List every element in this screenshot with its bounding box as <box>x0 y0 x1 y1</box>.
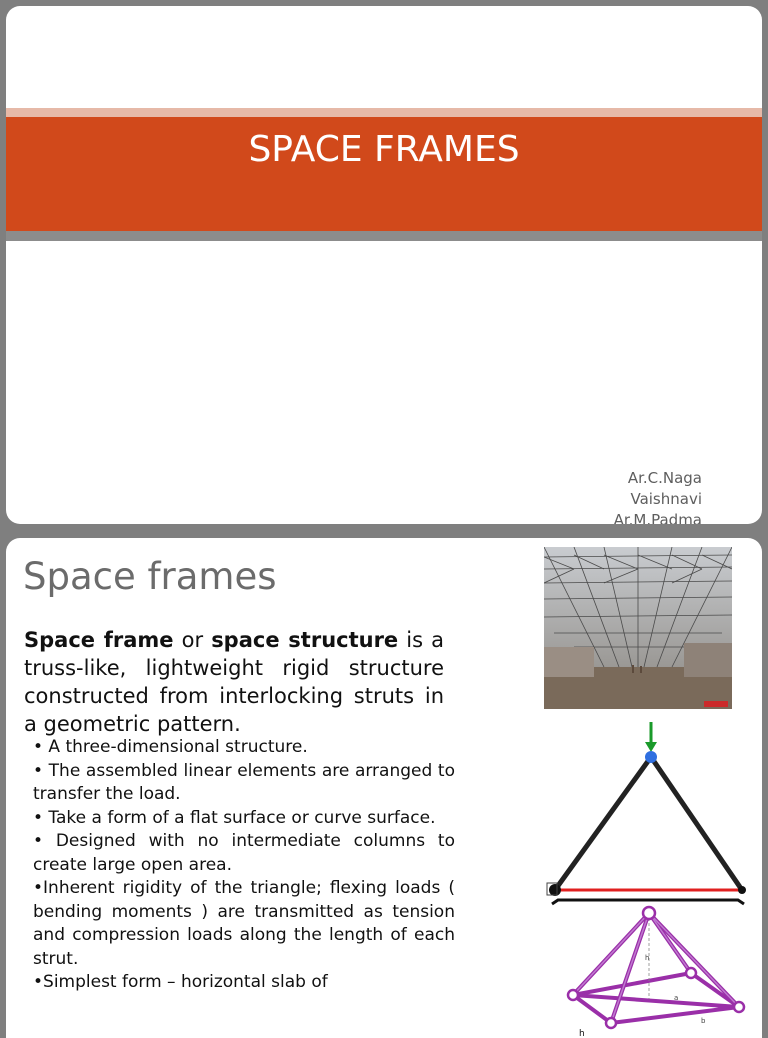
bullet-item: • A three-dimensional structure. <box>33 737 308 757</box>
truss-member-left <box>555 757 651 890</box>
definition-text: is a truss-like, lightweight rigid structure constructed from interlocking struts in a geometric pattern. <box>24 628 444 736</box>
right-support-node <box>738 886 746 894</box>
slide-title: SPACE FRAMES <box>248 129 520 170</box>
triangle-truss-diagram <box>544 722 749 912</box>
bullet-item: •Inherent rigidity of the triangle; flexing loads ( bending moments ) are transmitted as tension and compression loads along the length of each strut. <box>33 878 455 969</box>
bullet-item: • Take a form of a flat surface or curve surface. <box>33 807 436 828</box>
definition-paragraph <box>24 626 444 738</box>
author-line: Ar.C.Naga <box>627 469 702 487</box>
bullet-list <box>33 736 455 995</box>
top-node <box>645 751 657 763</box>
title-slide <box>6 6 762 524</box>
title-band-accent <box>6 108 762 117</box>
figure-label: b <box>701 1017 706 1025</box>
figure-label: h <box>579 1029 585 1038</box>
definition-connector: or <box>173 628 212 652</box>
bullet-item: • The assembled linear elements are arranged to transfer the load. <box>33 760 455 804</box>
author-block <box>502 468 702 524</box>
title-band-shadow <box>6 231 762 241</box>
space-frame-photo <box>544 547 732 709</box>
slide-heading: Space frames <box>23 555 277 598</box>
figure-label: h <box>645 954 650 962</box>
left-support-node <box>549 884 561 896</box>
content-slide <box>6 538 762 1038</box>
figure-label: a <box>674 994 679 1002</box>
bullet-item: •Simplest form – horizontal slab of <box>33 972 328 992</box>
pyramid-module-diagram <box>551 903 751 1038</box>
author-line: Vaishnavi <box>630 490 702 508</box>
definition-term: space structure <box>211 628 399 652</box>
definition-term: Space frame <box>24 628 174 652</box>
load-arrowhead <box>645 742 657 752</box>
bullet-item: • Designed with no intermediate columns to create large open area. <box>33 831 455 875</box>
author-line: Ar.M.Padma <box>613 511 702 524</box>
truss-member-right <box>651 757 742 890</box>
